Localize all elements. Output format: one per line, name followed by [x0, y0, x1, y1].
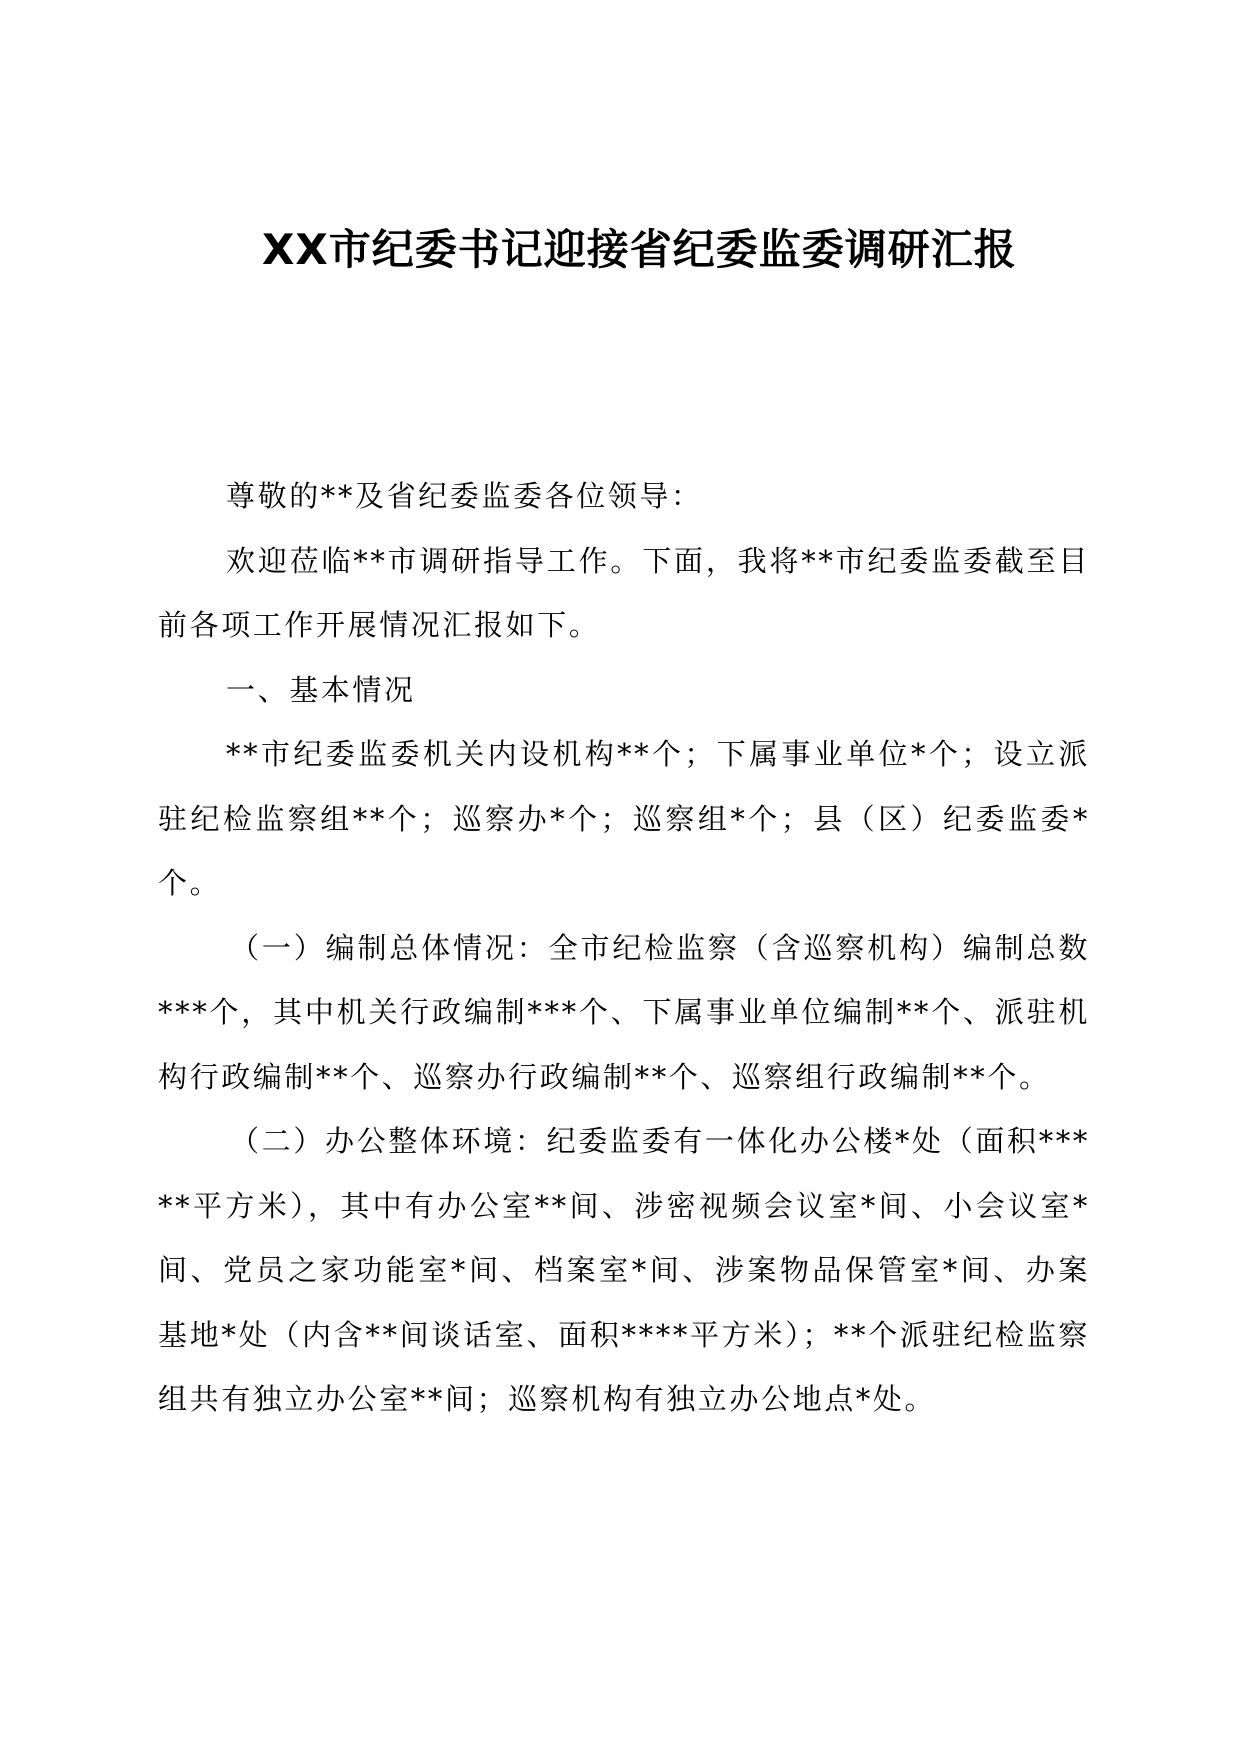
- intro-paragraph: 欢迎莅临**市调研指导工作。下面，我将**市纪委监委截至目前各项工作开展情况汇报如下。: [158, 543, 1090, 642]
- salutation-paragraph: 尊敬的**及省纪委监委各位领导：: [226, 479, 703, 513]
- institutions-paragraph: **市纪委监委机关内设机构**个；下属事业单位*个；设立派驻纪检监察组**个；巡察办*个；巡察组*个；县（区）纪委监委*个。: [158, 737, 1090, 900]
- document-body: [158, 464, 1090, 1432]
- document-title: XX市纪委书记迎接省纪委监委调研汇报: [262, 225, 1017, 274]
- staffing-paragraph: （一）编制总体情况：全市纪检监察（含巡察机构）编制总数***个，其中机关行政编制***个、下属事业单位编制**个、派驻机构行政编制**个、巡察办行政编制**个、巡察组行政编制**个。: [158, 930, 1090, 1094]
- section-heading-basic-situation: 一、基本情况: [226, 672, 416, 707]
- office-environment-paragraph: （二）办公整体环境：纪委监委有一体化办公楼*处（面积*****平方米），其中有办公室**间、涉密视频会议室*间、小会议室*间、党员之家功能室*间、档案室*间、涉案物品保管室*间、办案基地*处（内含**间谈话室、面积****平方米）；**个派驻纪检监察组共有独立办公室**间；巡察机构有独立办公地点*处。: [158, 1124, 1090, 1416]
